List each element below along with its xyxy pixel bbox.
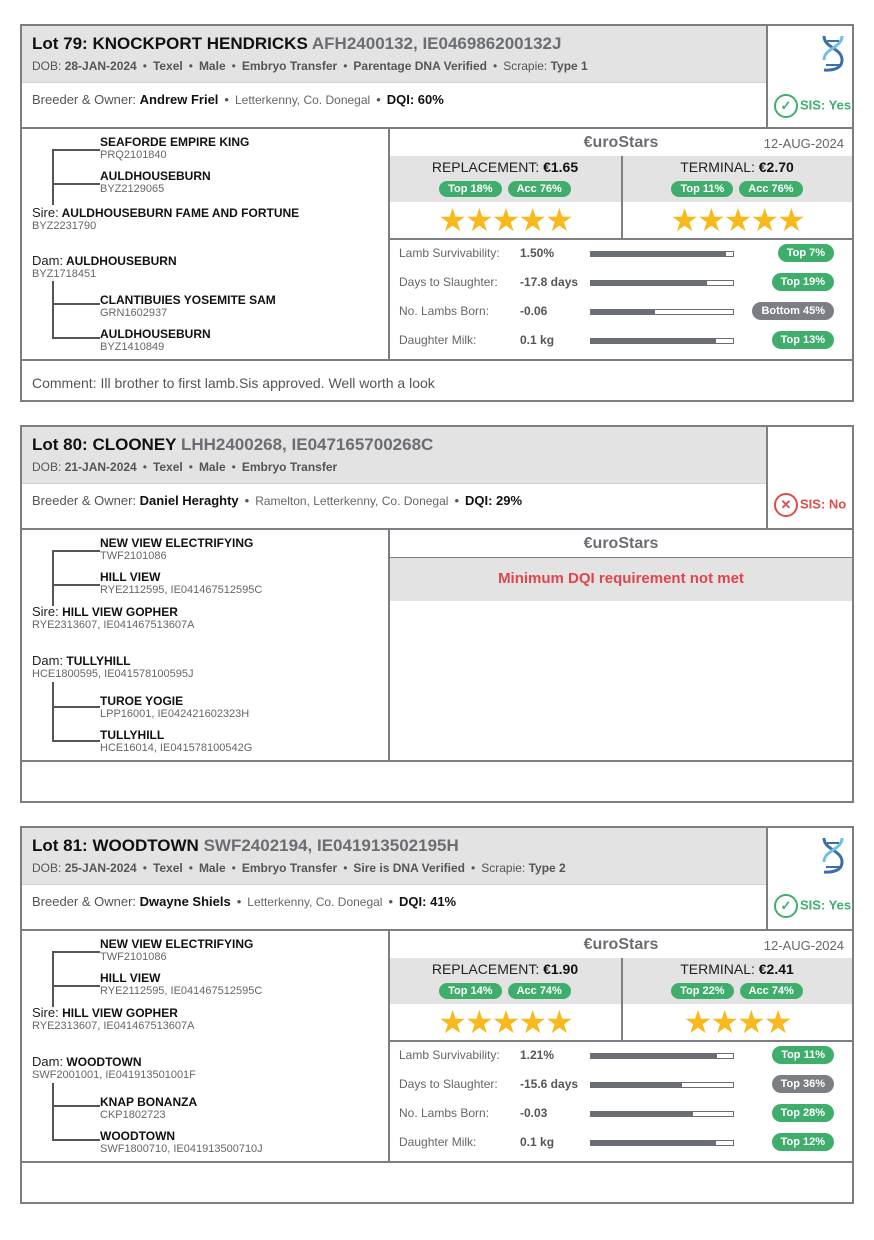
divider — [22, 1161, 852, 1163]
trait-value: 0.1 kg — [520, 333, 555, 347]
trait-label: Days to Slaughter: — [399, 275, 498, 289]
replacement-index: REPLACEMENT: €1.90 — [431, 961, 579, 977]
trait-label: Daughter Milk: — [399, 333, 477, 347]
sis-status: ✓ SIS: Yes — [774, 94, 851, 118]
trait-bar — [590, 1140, 734, 1146]
trait-rank-badge: Top 7% — [778, 244, 834, 262]
trait-rank-badge: Bottom 45% — [752, 302, 834, 320]
sire-dam-id: RYE2112595, IE041467512595C — [100, 985, 263, 997]
replacement-badges: Top 18% Acc 76% — [390, 179, 620, 197]
trait-row — [390, 330, 852, 352]
trait-value: 1.50% — [520, 246, 555, 260]
trait-value: -0.06 — [520, 304, 548, 318]
dam-name: Dam: TULLYHILL — [32, 653, 131, 668]
cross-icon: ✕ — [774, 493, 798, 517]
lot-title: Lot 81: WOODTOWN SWF2402194, IE041913502195H — [32, 836, 459, 855]
pedigree — [22, 931, 388, 1161]
lot-header — [22, 26, 766, 83]
sire-dam-name: HILL VIEW — [100, 570, 161, 584]
trait-bar-fill — [591, 1054, 717, 1058]
trait-label: Lamb Survivability: — [399, 1048, 500, 1062]
trait-row — [390, 1132, 852, 1154]
eurostars-date: 12-AUG-2024 — [763, 136, 844, 151]
sire-sire-id: TWF2101086 — [100, 951, 167, 963]
sis-status: ✓ SIS: Yes — [774, 894, 851, 918]
terminal-stars: ★★★★ — [683, 1004, 791, 1040]
trait-bar — [590, 1053, 734, 1059]
check-icon: ✓ — [774, 94, 798, 118]
replacement-stars: ★★★★★ — [438, 202, 572, 238]
sire-name: Sire: HILL VIEW GOPHER — [32, 604, 178, 619]
trait-rank-badge: Top 36% — [772, 1075, 834, 1093]
lot-details: DOB: 21-JAN-2024 • Texel • Male • Embryo Transfer — [32, 460, 338, 474]
sis-status: ✕ SIS: No — [774, 493, 846, 517]
trait-label: Lamb Survivability: — [399, 246, 500, 260]
terminal-stars: ★★★★★ — [670, 202, 804, 238]
sire-sire-id: TWF2101086 — [100, 550, 167, 562]
lot-comment: Comment: Ill brother to first lamb.Sis approved. Well worth a look — [32, 375, 435, 391]
trait-bar — [590, 1111, 734, 1117]
lot-card — [20, 425, 854, 803]
dna-icon — [818, 836, 848, 874]
divider — [22, 359, 852, 361]
eurostars-title: €uroStars — [583, 535, 659, 552]
eurostars-title: €uroStars — [583, 936, 659, 953]
trait-row — [390, 1074, 852, 1096]
dam-sire-name: CLANTIBUIES YOSEMITE SAM — [100, 293, 276, 307]
sire-sire-id: PRQ2101840 — [100, 149, 167, 161]
lot-badges — [766, 828, 854, 929]
sire-sire-name: SEAFORDE EMPIRE KING — [100, 135, 250, 149]
dam-dam-id: SWF1800710, IE041913500710J — [100, 1143, 263, 1155]
breeder-line: Breeder & Owner: Andrew Friel • Letterkenny, Co. Donegal • DQI: 60% — [32, 92, 444, 107]
trait-row — [390, 243, 852, 265]
pedigree — [22, 129, 388, 359]
replacement-badges: Top 14% Acc 74% — [390, 981, 620, 999]
trait-bar-fill — [591, 310, 655, 314]
sire-id: BYZ2231790 — [32, 220, 97, 232]
dam-sire-id: LPP16001, IE042421602323H — [100, 708, 250, 720]
dam-id: HCE1800595, IE041578100595J — [32, 668, 194, 680]
dam-id: SWF2001001, IE041913501001F — [32, 1069, 196, 1081]
breeder-line: Breeder & Owner: Dwayne Shiels • Letterkenny, Co. Donegal • DQI: 41% — [32, 894, 457, 909]
dam-sire-name: KNAP BONANZA — [100, 1095, 198, 1109]
lot-header — [22, 828, 766, 885]
dam-dam-name: WOODTOWN — [100, 1129, 176, 1143]
trait-value: -17.8 days — [520, 275, 579, 289]
sire-name: Sire: AULDHOUSEBURN FAME AND FORTUNE — [32, 205, 300, 220]
trait-row — [390, 1045, 852, 1067]
trait-label: No. Lambs Born: — [399, 1106, 490, 1120]
trait-rank-badge: Top 11% — [772, 1046, 834, 1064]
sire-dam-name: HILL VIEW — [100, 971, 161, 985]
trait-value: -0.03 — [520, 1106, 548, 1120]
trait-bar-fill — [591, 1112, 693, 1116]
dam-sire-id: CKP1802723 — [100, 1109, 166, 1121]
lot-badges — [766, 427, 854, 528]
trait-label: Daughter Milk: — [399, 1135, 477, 1149]
eurostars-title: €uroStars — [583, 134, 659, 151]
lot-details: DOB: 28-JAN-2024 • Texel • Male • Embryo Transfer • Parentage DNA Verified • Scrapie: Type 1 — [32, 59, 588, 73]
dam-dam-id: HCE16014, IE041578100542G — [100, 742, 253, 754]
trait-bar-fill — [591, 339, 716, 343]
trait-bar-fill — [591, 1083, 682, 1087]
trait-bar — [590, 1082, 734, 1088]
terminal-badges: Top 11% Acc 76% — [622, 179, 852, 197]
sire-name: Sire: HILL VIEW GOPHER — [32, 1005, 178, 1020]
trait-bar-fill — [591, 281, 707, 285]
trait-bar-fill — [591, 1141, 716, 1145]
eurostars-panel — [390, 530, 852, 760]
dna-icon — [818, 34, 848, 72]
eurostars-panel — [390, 129, 852, 359]
trait-value: 0.1 kg — [520, 1135, 555, 1149]
trait-rank-badge: Top 19% — [772, 273, 834, 291]
trait-rank-badge: Top 13% — [772, 331, 834, 349]
sire-id: RYE2313607, IE041467513607A — [32, 619, 195, 631]
lot-title: Lot 80: CLOONEY LHH2400268, IE047165700268C — [32, 435, 434, 454]
check-icon: ✓ — [774, 894, 798, 918]
dqi-warning: Minimum DQI requirement not met — [498, 570, 744, 587]
trait-row — [390, 272, 852, 294]
dam-dam-id: BYZ1410849 — [100, 341, 165, 353]
pedigree — [22, 530, 388, 760]
eurostars-panel — [390, 931, 852, 1161]
sire-dam-name: AULDHOUSEBURN — [100, 169, 211, 183]
divider — [22, 760, 852, 762]
trait-label: Days to Slaughter: — [399, 1077, 498, 1091]
trait-bar — [590, 251, 734, 257]
sire-dam-id: RYE2112595, IE041467512595C — [100, 584, 263, 596]
sire-sire-name: NEW VIEW ELECTRIFYING — [100, 937, 254, 951]
lot-title: Lot 79: KNOCKPORT HENDRICKS AFH2400132, IE046986200132J — [32, 34, 562, 53]
replacement-index: REPLACEMENT: €1.65 — [431, 159, 579, 175]
trait-rank-badge: Top 12% — [772, 1133, 834, 1151]
breeder-line: Breeder & Owner: Daniel Heraghty • Ramelton, Letterkenny, Co. Donegal • DQI: 29% — [32, 493, 523, 508]
lot-badges — [766, 26, 854, 127]
trait-row — [390, 301, 852, 323]
dam-sire-id: GRN1602937 — [100, 307, 168, 319]
trait-label: No. Lambs Born: — [399, 304, 490, 318]
dam-dam-name: AULDHOUSEBURN — [100, 327, 211, 341]
eurostars-date: 12-AUG-2024 — [763, 938, 844, 953]
trait-bar — [590, 338, 734, 344]
trait-bar-fill — [591, 252, 726, 256]
trait-value: 1.21% — [520, 1048, 555, 1062]
replacement-stars: ★★★★★ — [438, 1004, 572, 1040]
trait-bar — [590, 309, 734, 315]
trait-bar — [590, 280, 734, 286]
sire-dam-id: BYZ2129065 — [100, 183, 165, 195]
sire-sire-name: NEW VIEW ELECTRIFYING — [100, 536, 254, 550]
trait-row — [390, 1103, 852, 1125]
terminal-index: TERMINAL: €2.41 — [680, 961, 794, 977]
lot-details: DOB: 25-JAN-2024 • Texel • Male • Embryo Transfer • Sire is DNA Verified • Scrapie: Type 2 — [32, 861, 566, 875]
dam-name: Dam: AULDHOUSEBURN — [32, 253, 177, 268]
dam-name: Dam: WOODTOWN — [32, 1054, 142, 1069]
trait-rank-badge: Top 28% — [772, 1104, 834, 1122]
dam-dam-name: TULLYHILL — [100, 728, 165, 742]
lot-header — [22, 427, 766, 484]
sire-id: RYE2313607, IE041467513607A — [32, 1020, 195, 1032]
terminal-badges: Top 22% Acc 74% — [622, 981, 852, 999]
terminal-index: TERMINAL: €2.70 — [680, 159, 794, 175]
lot-card — [20, 826, 854, 1204]
trait-value: -15.6 days — [520, 1077, 579, 1091]
dam-id: BYZ1718451 — [32, 268, 97, 280]
dam-sire-name: TUROE YOGIE — [100, 694, 184, 708]
lot-card — [20, 24, 854, 402]
